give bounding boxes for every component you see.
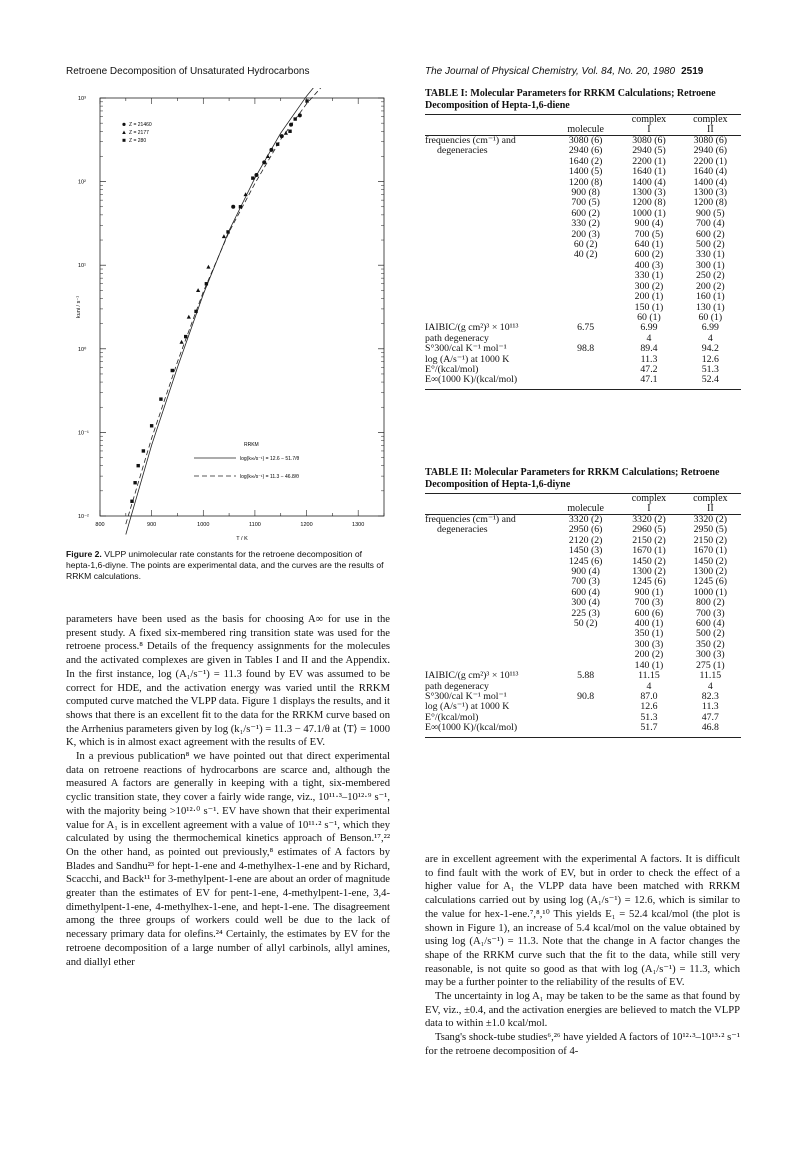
cell-value: 47.1 — [618, 375, 679, 389]
row-label — [425, 567, 553, 577]
data-point-square — [239, 205, 242, 208]
legend-z-label: Z = 280 — [129, 138, 147, 144]
cell-value: 1450 (2) — [693, 555, 728, 567]
cell-value — [553, 713, 618, 723]
cell-value: 1245 (6) — [568, 555, 603, 567]
table-2-title: TABLE II: Molecular Parameters for RRKM Calculations; Retroene Decomposition of Hepta-1,6-diyne — [425, 467, 720, 490]
cell-value — [553, 640, 618, 650]
cell-value: 3320 (2) — [568, 514, 603, 525]
row-label — [425, 178, 553, 188]
cell-value — [553, 303, 618, 313]
table-row — [425, 303, 741, 313]
x-tick-label: 900 — [147, 522, 157, 528]
cell-value: 330 (2) — [571, 218, 600, 230]
cell-value: 4 — [646, 332, 652, 344]
cell-value: 3320 (2) — [693, 514, 728, 525]
cell-value: 330 (1) — [696, 249, 725, 261]
cell-value: 47.7 — [701, 711, 719, 723]
cell-value: 11.15 — [638, 670, 660, 682]
data-point-square — [194, 310, 197, 313]
data-point-triangle — [206, 265, 210, 269]
cell-value: 87.0 — [640, 690, 658, 702]
col-header: molecule — [553, 504, 618, 515]
table-row — [425, 282, 741, 292]
cell-value: 1450 (3) — [568, 545, 603, 557]
y-tick-label: 10² — [78, 179, 86, 186]
cell-value — [553, 282, 618, 292]
row-label — [425, 650, 553, 660]
y-tick-label: 10⁻¹ — [78, 430, 89, 437]
row-label — [425, 619, 553, 629]
cell-value — [553, 723, 618, 737]
cell-value: 3080 (6) — [632, 135, 666, 146]
cell-value: 1245 (6) — [632, 576, 666, 588]
x-tick-label: 1100 — [248, 522, 261, 528]
table-row — [425, 723, 741, 737]
data-point-square — [184, 335, 187, 338]
cell-value — [553, 375, 618, 389]
row-label: S°300/cal K⁻¹ mol⁻¹ — [425, 690, 507, 702]
table-row — [425, 261, 741, 271]
cell-value: 1300 (3) — [693, 187, 728, 199]
cell-value — [553, 629, 618, 639]
y-tick-label: 10⁰ — [78, 346, 87, 353]
cell-value: 1245 (6) — [693, 576, 728, 588]
cell-value — [553, 702, 618, 712]
running-header-title: Retroene Decomposition of Unsaturated Hydrocarbons — [66, 66, 310, 77]
rrkm-curve-1 — [126, 88, 333, 534]
col-header: II — [680, 125, 741, 136]
row-label — [425, 188, 553, 198]
journal-citation: The Journal of Physical Chemistry, Vol. 84, No. 20, 1980 — [425, 66, 676, 77]
cell-value: 1200 (8) — [693, 197, 728, 209]
data-point-square — [171, 369, 174, 372]
cell-value: 40 (2) — [573, 249, 598, 261]
cell-value: 900 (1) — [634, 586, 664, 598]
row-label — [425, 261, 553, 271]
row-label: frequencies (cm⁻¹) and — [425, 514, 516, 525]
col-header: complex — [618, 115, 679, 126]
data-point-square — [150, 424, 153, 427]
paragraph: parameters have been used as the basis for choosing A∞ for use in the present study. A fixed six-membered ring transition state was used for the retroene process.⁸ Details of the frequency assignments for the molecules and the activated complexes are given in Tables I and II and the Appendix. In the first instance, log (A₁/s⁻¹) = 11.3 found by EV was assumed to be correct for HDE, and the activation energy was varied until the RRKM computed curve matched the VLPP data. Figure 1 displays the results, and it shows that there is an excellent fit to the data for the RRKM curve based on the Arrhenius parameters given by log (k₁/s⁻¹) = 11.3 − 47.1/θ at ⟨T⟩ = 1000 K, which is in almost exact agreement with the results of EV. — [66, 614, 391, 749]
table-1-title: TABLE I: Molecular Parameters for RRKM Calculations; Retroene Decomposition of Hepta-1,6-diene — [425, 88, 716, 111]
data-point-square — [293, 117, 296, 120]
table-row — [425, 250, 741, 260]
y-tick-label: 10⁻² — [78, 514, 89, 520]
running-header-journal — [425, 66, 703, 77]
row-label — [425, 198, 553, 208]
cell-value: 1450 (2) — [632, 555, 666, 567]
row-label — [425, 167, 553, 177]
table-1-grid — [425, 114, 741, 390]
paragraph: are in excellent agreement with the experimental A factors. It is difficult to find fault with the work of EV, but in order to check the effect of a higher value for A₁ the VLPP data have been matched with RRKM calculations carried out by using log (A₁/s⁻¹) = 12.6, which is similar to the value for hex-1-ene.⁷,⁸,¹⁰ This yields E₁ = 52.4 kcal/mol (the plot is shown in Figure 1), an increase of 5.4 kcal/mol on the value obtained by using log (A₁/s⁻¹) = 11.3. Note that the change in A factor changes the shape of the RRKM curve such that the fit to the data, while still very reasonable, is not quite so good as that with log (A₁/s⁻¹) = 11.3, which may be a further pointer to the reliability of the results of EV. — [425, 854, 740, 989]
col-header: molecule — [553, 125, 618, 136]
table-row — [425, 375, 741, 389]
cell-value: 1670 (1) — [632, 545, 666, 557]
cell-value: 600 (2) — [571, 207, 600, 219]
cell-value: 4 — [707, 680, 713, 692]
cell-value: 700 (3) — [571, 576, 600, 588]
cell-value: 60 (1) — [637, 311, 661, 323]
data-point-square — [251, 176, 254, 179]
table-row — [425, 271, 741, 281]
cell-value: 600 (2) — [634, 249, 664, 261]
row-label — [425, 271, 553, 281]
cell-value: 47.2 — [640, 363, 658, 375]
cell-value: 900 (4) — [571, 566, 600, 578]
right-column-text — [425, 853, 740, 1059]
data-point-circle — [280, 134, 284, 138]
table-row — [425, 671, 741, 681]
cell-value: 1640 (4) — [693, 166, 728, 178]
cell-value: 1300 (2) — [693, 566, 728, 578]
data-point-circle — [254, 173, 258, 177]
table-row — [425, 292, 741, 302]
cell-value: 2940 (5) — [632, 145, 666, 157]
cell-value: 200 (2) — [696, 280, 725, 292]
legend-z-label: Z = 21460 — [129, 122, 152, 128]
row-label: E∞(1000 K)/(kcal/mol) — [425, 375, 553, 389]
cell-value: 60 (1) — [698, 311, 723, 323]
row-label: S°300/cal K⁻¹ mol⁻¹ — [425, 343, 507, 355]
y-axis-label: kuni / s⁻¹ — [76, 295, 82, 319]
cell-value: 1400 (4) — [693, 176, 728, 188]
cell-value: 700 (5) — [571, 197, 600, 209]
cell-value: 250 (2) — [696, 270, 725, 282]
cell-value: 1000 (1) — [632, 207, 666, 219]
cell-value: 330 (1) — [634, 270, 664, 282]
cell-value: 225 (3) — [571, 607, 600, 619]
table-row — [425, 650, 741, 660]
cell-value: 160 (1) — [696, 291, 725, 303]
cell-value: 1300 (3) — [632, 187, 666, 199]
cell-value: 4 — [646, 680, 652, 692]
table-row — [425, 344, 741, 354]
plot-frame — [100, 98, 384, 516]
cell-value: 600 (6) — [634, 607, 664, 619]
row-label: E°/(kcal/mol) — [425, 711, 479, 723]
cell-value: 2940 (6) — [693, 145, 728, 157]
cell-value: 3080 (6) — [693, 135, 728, 146]
table-2-grid — [425, 493, 741, 738]
cell-value: 300 (4) — [571, 597, 600, 609]
data-point-square — [137, 464, 140, 467]
cell-value: 500 (2) — [696, 239, 725, 251]
page-number: 2519 — [681, 66, 704, 77]
col-header: complex — [680, 494, 741, 505]
cell-value: 11.3 — [701, 701, 719, 713]
cell-value: 640 (1) — [634, 239, 664, 251]
data-point-square — [142, 449, 145, 452]
legend-z-label: Z = 2177 — [129, 130, 149, 136]
cell-value: 1400 (4) — [632, 176, 666, 188]
row-label — [425, 157, 553, 167]
data-point-triangle — [196, 288, 200, 292]
cell-value: 6.99 — [701, 322, 719, 334]
cell-value: 600 (2) — [696, 228, 725, 240]
cell-value — [553, 365, 618, 375]
cell-value: 5.88 — [577, 670, 595, 682]
cell-value: 400 (3) — [634, 259, 664, 271]
legend-marker-triangle — [122, 131, 126, 135]
col-header: II — [680, 504, 741, 515]
figure-caption — [66, 549, 386, 582]
row-label — [425, 303, 553, 313]
cell-value: 300 (1) — [696, 259, 725, 271]
figure-2-plot — [66, 88, 411, 543]
cell-value: 51.7 — [618, 723, 679, 737]
cell-value: 2960 (5) — [632, 524, 666, 536]
y-tick-label: 10¹ — [78, 263, 86, 270]
cell-value — [553, 261, 618, 271]
cell-value: 600 (4) — [696, 618, 725, 630]
cell-value — [553, 650, 618, 660]
row-label — [425, 240, 553, 250]
cell-value: 350 (1) — [634, 628, 664, 640]
cell-value: 1670 (1) — [693, 545, 728, 557]
cell-value: 275 (1) — [696, 659, 725, 671]
row-label — [425, 292, 553, 302]
cell-value: 12.6 — [640, 701, 658, 713]
row-label — [425, 609, 553, 619]
row-label: path degeneracy — [425, 332, 489, 344]
row-label: frequencies (cm⁻¹) and — [425, 135, 516, 146]
data-point-square — [205, 282, 208, 285]
paragraph: The uncertainty in log A₁ may be taken to be the same as that found by EV, viz., ±0.4, and the activation energies are believed to match the VLPP data to within ±1.0 kcal/mol. — [425, 991, 740, 1030]
row-label: IAIBIC/(g cm²)³ × 10¹¹³ — [425, 322, 519, 334]
data-point-circle — [269, 148, 273, 152]
data-point-square — [226, 230, 229, 233]
cell-value — [553, 292, 618, 302]
data-point-triangle — [284, 131, 288, 135]
legend-line1-label: log(k∞/s⁻¹) = 12.6 − 51.7/θ — [240, 456, 300, 462]
cell-value: 11.15 — [699, 670, 722, 682]
cell-value: 2950 (5) — [693, 524, 728, 536]
row-label: log (A/s⁻¹) at 1000 K — [425, 701, 510, 713]
cell-value: 2200 (1) — [632, 155, 666, 167]
cell-value: 130 (1) — [696, 301, 725, 313]
cell-value: 2150 (2) — [632, 534, 666, 546]
cell-value: 200 (2) — [634, 649, 664, 661]
caption-text: VLPP unimolecular rate constants for the retroene decomposition of hepta-1,6-diyne. The points are experimental data, and the curves are the results of RRKM calculations. — [66, 549, 384, 581]
table-2 — [425, 467, 741, 738]
cell-value: 300 (3) — [696, 649, 725, 661]
cell-value: 400 (1) — [634, 618, 664, 630]
col-header: complex — [618, 494, 679, 505]
legend-marker-circle — [122, 123, 125, 126]
cell-value: 2200 (1) — [693, 155, 728, 167]
data-point-circle — [289, 123, 293, 127]
cell-value: 89.4 — [640, 343, 658, 355]
rrkm-curve-2 — [126, 88, 333, 524]
cell-value: 500 (2) — [696, 628, 725, 640]
legend-line2-label: log(k∞/s⁻¹) = 11.3 − 46.8/θ — [240, 474, 299, 480]
x-tick-label: 1300 — [352, 522, 365, 528]
cell-value: 46.8 — [680, 723, 741, 737]
row-label: E∞(1000 K)/(kcal/mol) — [425, 723, 553, 737]
data-point-circle — [262, 160, 266, 164]
cell-value: 51.3 — [640, 711, 658, 723]
data-point-circle — [298, 113, 302, 117]
row-label — [425, 230, 553, 240]
row-label — [425, 640, 553, 650]
row-label — [425, 536, 553, 546]
paragraph: Tsang's shock-tube studies⁶,²⁶ have yielded A factors of 10¹²·³–10¹³·² s⁻¹ for the retroene decomposition of 4- — [425, 1032, 740, 1057]
data-point-square — [276, 143, 279, 146]
cell-value: 52.4 — [680, 375, 741, 389]
cell-value: 60 (2) — [573, 239, 598, 251]
cell-value: 900 (4) — [634, 218, 664, 230]
x-tick-label: 800 — [95, 522, 105, 528]
data-point-square — [305, 99, 308, 102]
cell-value: 1400 (5) — [568, 166, 603, 178]
cell-value: 600 (4) — [571, 586, 600, 598]
data-point-triangle — [179, 340, 183, 344]
cell-value: 2150 (2) — [693, 534, 728, 546]
row-label — [425, 209, 553, 219]
cell-value: 1640 (2) — [568, 155, 603, 167]
cell-value: 2120 (2) — [568, 534, 603, 546]
legend-rrkm-title: RRKM — [244, 442, 259, 448]
x-axis-label: T / K — [236, 536, 248, 542]
cell-value: 900 (8) — [571, 187, 600, 199]
table-row — [425, 640, 741, 650]
data-point-triangle — [222, 234, 226, 238]
data-point-square — [159, 397, 162, 400]
col-header: I — [618, 125, 679, 136]
data-point-triangle — [266, 154, 270, 158]
cell-value — [553, 271, 618, 281]
cell-value: 11.3 — [640, 353, 658, 365]
legend-marker-square — [123, 139, 126, 142]
row-label: path degeneracy — [425, 680, 489, 692]
cell-value: 51.3 — [701, 363, 719, 375]
row-label — [425, 250, 553, 260]
cell-value: 2940 (6) — [568, 145, 603, 157]
row-label — [425, 219, 553, 229]
cell-value: 98.8 — [577, 343, 595, 355]
cell-value: 1200 (8) — [568, 176, 603, 188]
data-point-triangle — [187, 315, 191, 319]
y-tick-label: 10³ — [78, 96, 86, 102]
cell-value: 1000 (1) — [693, 586, 728, 598]
cell-value: 700 (4) — [696, 218, 725, 230]
cell-value: 3320 (2) — [632, 514, 666, 525]
row-label: degeneracies — [437, 524, 488, 536]
left-column-text — [66, 613, 390, 969]
cell-value: 900 (5) — [696, 207, 725, 219]
cell-value: 200 (3) — [571, 228, 600, 240]
row-label — [425, 629, 553, 639]
cell-value: 300 (3) — [634, 638, 664, 650]
cell-value: 700 (5) — [634, 228, 664, 240]
data-point-circle — [231, 205, 235, 209]
cell-value: 800 (2) — [696, 597, 725, 609]
cell-value: 300 (2) — [634, 280, 664, 292]
cell-value: 150 (1) — [634, 301, 664, 313]
row-label — [425, 557, 553, 567]
cell-value: 90.8 — [577, 690, 595, 702]
cell-value: 700 (3) — [634, 597, 664, 609]
cell-value: 1640 (1) — [632, 166, 666, 178]
cell-value: 140 (1) — [634, 659, 664, 671]
cell-value: 200 (1) — [634, 291, 664, 303]
paragraph: In a previous publication⁸ we have pointed out that direct experimental data on retroene reactions of hydrocarbons are scarce and, although the measured A factors are generally in keeping with a tight, six-membered cyclic transition state, they cover a fairly wide range, viz., 10¹¹·³–10¹²·⁹ s⁻¹, with the majority being >10¹²·⁰ s⁻¹. EV have shown that their experimental value for A₁ is in excellent agreement with a value of 10¹¹·² s⁻¹, which they calculated by using the thermochemical kinetics approach of Benson.¹⁷,²² On the other hand, as pointed out previously,⁸ estimates of A factors by Blades and Sandhu²³ for hept-1-ene and 4-methylhex-1-ene and by Richard, Scacchi, and Back¹¹ for 3-methylpent-1-ene are about an order of magnitude greater than the estimates of EV for pent-1-ene, 4-methylpent-1-ene, 3,4-dimethylpent-1-ene, 4-methylhex-1-ene, and hept-1-ene. The disagreement among the three groups of workers could well be due to the lack of necessary primary data for olefins.²⁴ Certainly, the estimates by EV for the retroene decomposition of a large number of allyl carbinols, allyl amines, and diallyl ether — [66, 751, 390, 968]
cell-value: 6.99 — [640, 322, 658, 334]
data-point-square — [133, 481, 136, 484]
x-tick-label: 1200 — [300, 522, 313, 528]
cell-value: 3080 (6) — [568, 135, 603, 146]
table-row — [425, 629, 741, 639]
cell-value: 82.3 — [701, 690, 719, 702]
cell-value: 12.6 — [701, 353, 719, 365]
cell-value: 2950 (6) — [568, 524, 603, 536]
col-header: complex — [680, 115, 741, 126]
data-point-square — [288, 130, 291, 133]
row-label: degeneracies — [437, 145, 488, 157]
row-label — [425, 546, 553, 556]
cell-value: 94.2 — [701, 343, 719, 355]
cell-value: 50 (2) — [573, 618, 598, 630]
table-1 — [425, 88, 741, 390]
x-tick-label: 1000 — [197, 522, 210, 528]
row-label — [425, 577, 553, 587]
cell-value: 1300 (2) — [632, 566, 666, 578]
cell-value: 4 — [707, 332, 713, 344]
row-label — [425, 598, 553, 608]
cell-value: 1200 (8) — [632, 197, 666, 209]
row-label — [425, 282, 553, 292]
row-label: E°/(kcal/mol) — [425, 363, 479, 375]
cell-value: 700 (3) — [696, 607, 725, 619]
cell-value: 350 (2) — [696, 638, 725, 650]
row-label: IAIBIC/(g cm²)³ × 10¹¹³ — [425, 670, 519, 682]
cell-value — [553, 355, 618, 365]
table-row — [425, 619, 741, 629]
cell-value: 6.75 — [577, 322, 595, 334]
caption-label: Figure 2. — [66, 549, 102, 559]
data-point-square — [130, 500, 133, 503]
col-header: I — [618, 504, 679, 515]
row-label — [425, 588, 553, 598]
row-label: log (A/s⁻¹) at 1000 K — [425, 353, 510, 365]
